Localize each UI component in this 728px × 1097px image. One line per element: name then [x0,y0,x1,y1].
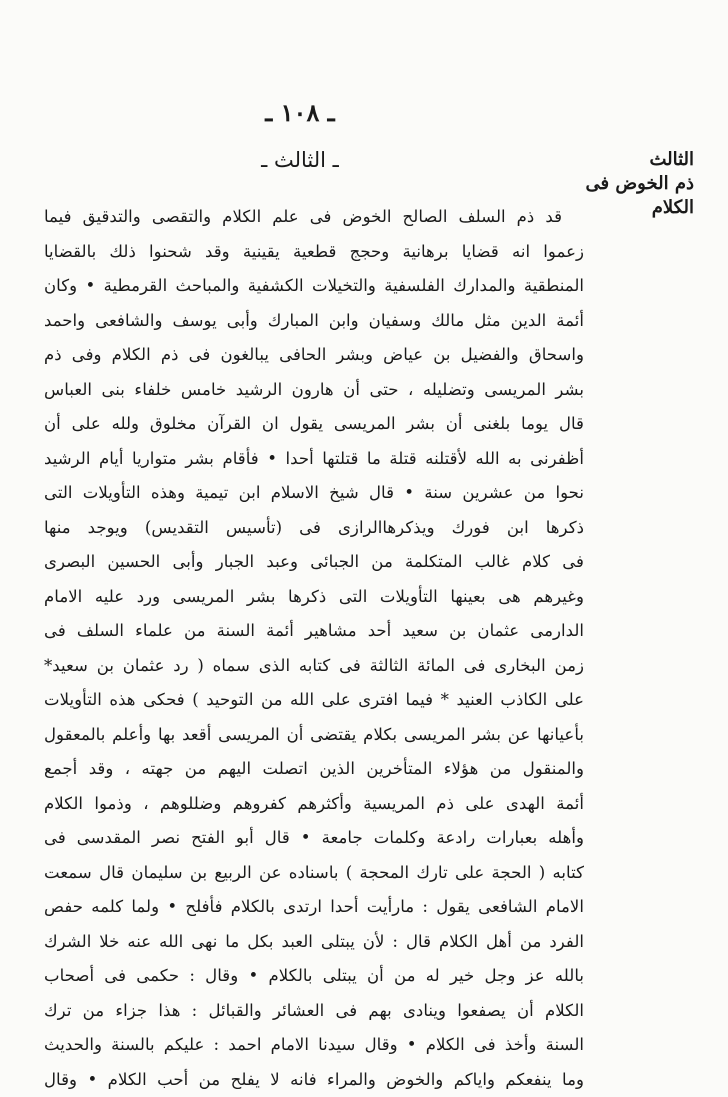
text-line: بشر المريسى وتضليله ، حتى أن هارون الرشيد خامس خلفاء بنى العباس [44,373,584,408]
text-line: زعموا انه قضايا برهانية وحجج قطعية يقينية وقد شحنوا ذلك بالقضايا [44,235,584,270]
text-line: فى كلام غالب المتكلمة من الجبائى وعبد الجبار وأبى الحسين البصرى [44,545,584,580]
body-text [44,200,584,1097]
text-line: وأهله بعبارات رادعة وكلمات جامعة • قال أبو الفتح نصر المقدسى فى [44,821,584,856]
text-line: الفرد من أهل الكلام قال : لأن يبتلى العبد بكل ما نهى الله عنه خلا الشرك [44,925,584,960]
text-line: والمنقول من هؤلاء المتأخرين الذين اتصلت اليهم من جهته ، وقد أجمع [44,752,584,787]
text-line: قد ذم السلف الصالح الخوض فى علم الكلام والتقصى والتدقيق فيما [44,200,584,235]
margin-note-line: ذم الخوض فى [564,172,694,196]
text-line: زمن البخارى فى المائة الثالثة فى كتابه الذى سماه ( رد عثمان بن سعيد* [44,649,584,684]
text-line: نحوا من عشرين سنة • قال شيخ الاسلام ابن تيمية وهذه التأويلات التى [44,476,584,511]
margin-note-line: الثالث [564,148,694,172]
section-title: ـ الثالث ـ [0,148,600,172]
text-line: وما ينفعكم واياكم والخوض والمراء فانه لا يفلح من أحب الكلام • وقال [44,1063,584,1097]
text-line: السنة وأخذ فى الكلام • وقال سيدنا الامام احمد : عليكم بالسنة والحديث [44,1028,584,1063]
text-line: قال يوما بلغنى أن بشر المريسى يقول ان القرآن مخلوق ولله على أن [44,407,584,442]
text-line: المنطقية والمدارك الفلسفية والتخيلات الكشفية والمباحث القرمطية • وكان [44,269,584,304]
text-line: على الكاذب العنيد * فيما افترى على الله من التوحيد ) فحكى هذه التأويلات [44,683,584,718]
text-line: الكلام أن يصفعوا وينادى بهم فى العشائر والقبائل : هذا جزاء من ترك [44,994,584,1029]
text-line: الدارمى عثمان بن سعيد أحد مشاهير أئمة السنة من علماء السلف فى [44,614,584,649]
text-line: أئمة الدين مثل مالك وسفيان وابن المبارك وأبى يوسف والشافعى واحمد [44,304,584,339]
text-line: وغيرهم هى بعينها التأويلات التى ذكرها بشر المريسى ورد عليه الامام [44,580,584,615]
text-line: أئمة الهدى على ذم المريسية وأكثرهم كفروهم وضللوهم ، وذموا الكلام [44,787,584,822]
text-line: الامام الشافعى يقول : مارأيت أحدا ارتدى بالكلام فأفلح • ولما كلمه حفص [44,890,584,925]
text-line: بالله عز وجل خير له من أن يبتلى بالكلام • وقال : حكمى فى أصحاب [44,959,584,994]
text-line: أظفرنى به الله لأقتلنه قتلة ما قتلتها أحدا • فأقام بشر متواريا أيام الرشيد [44,442,584,477]
text-line: كتابه ( الحجة على تارك المحجة ) باسناده عن الربيع بن سليمان قال سمعت [44,856,584,891]
margin-note-line: الكلام [564,196,694,220]
text-line: واسحاق والفضيل بن عياض وبشر الحافى يبالغون فى ذم الكلام وفى ذم [44,338,584,373]
page-number: ـ ١٠٨ ـ [0,98,600,127]
text-line: بأعيانها عن بشر المريسى بكلام يقتضى أن المريسى أقعد بها وأعلم بالمعقول [44,718,584,753]
text-line: ذكرها ابن فورك ويذكرهاالرازى فى (تأسيس التقديس) ويوجد منها [44,511,584,546]
